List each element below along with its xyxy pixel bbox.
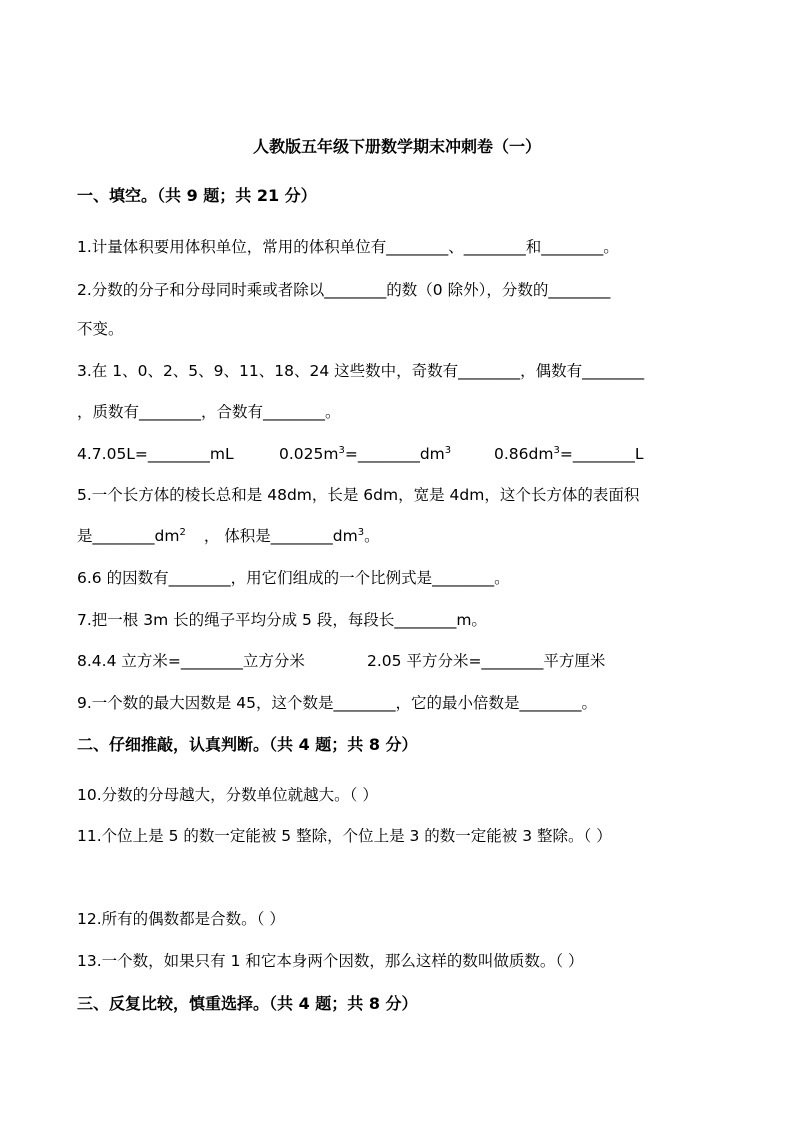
- question-4-part-a: 4.7.05L=________mL: [77, 445, 234, 463]
- section-heading-fill-blank: 一、填空。（共 9 题；共 21 分）: [77, 186, 317, 205]
- question-4-part-c: $0.86dm^3=\_\_\_\_\_\_\_\_L$: [494, 444, 644, 463]
- question-2-continued: 不变。: [77, 320, 124, 338]
- question-5-continued: 是$\_\_\_\_\_\_\_\_dm^2$ ， 体积是$\_\_\_\_\_\_\_\_dm^3$。: [77, 526, 380, 545]
- section-heading-judgement: 二、仔细推敲，认真判断。（共 4 题；共 8 分）: [77, 735, 418, 754]
- question-4-part-b: $0.025m^3=\_\_\_\_\_\_\_\_dm^3$: [279, 444, 452, 463]
- question-5: 5.一个长方体的棱长总和是 48dm，长是 6dm，宽是 4dm，这个长方体的表面积: [77, 486, 640, 504]
- question-2: 2.分数的分子和分母同时乘或者除以________的数（0 除外），分数的________: [77, 281, 611, 299]
- section-heading-choice: 三、反复比较，慎重选择。（共 4 题；共 8 分）: [77, 994, 418, 1013]
- question-10: 10.分数的分母越大，分数单位就越大。（ ）: [77, 786, 378, 804]
- question-3-continued: ，质数有________，合数有________。: [77, 403, 341, 421]
- question-8-part-a: 8.4.4 立方米=________立方分米: [77, 652, 305, 670]
- question-8-part-b: 2.05 平方分米=________平方厘米: [367, 652, 606, 670]
- question-6: 6.6 的因数有________，用它们组成的一个比例式是________。: [77, 569, 510, 587]
- question-7: 7.把一根 3m 长的绳子平均分成 5 段，每段长________m。: [77, 611, 487, 629]
- question-11: 11.个位上是 5 的数一定能被 5 整除，个位上是 3 的数一定能被 3 整除。（ ）: [77, 827, 612, 845]
- question-1: 1.计量体积要用体积单位，常用的体积单位有________、________和________。: [77, 238, 619, 256]
- question-3: 3.在 1、0、2、5、9、11、18、24 这些数中，奇数有________，偶数有________: [77, 362, 645, 380]
- page-title: 人教版五年级下册数学期末冲刺卷（一）: [252, 137, 541, 156]
- question-4: [77, 443, 727, 465]
- question-13: 13.一个数，如果只有 1 和它本身两个因数，那么这样的数叫做质数。（ ）: [77, 952, 584, 970]
- question-12: 12.所有的偶数都是合数。（ ）: [77, 910, 285, 928]
- question-9: 9.一个数的最大因数是 45，这个数是________，它的最小倍数是________。: [77, 694, 597, 712]
- question-8: [77, 650, 727, 672]
